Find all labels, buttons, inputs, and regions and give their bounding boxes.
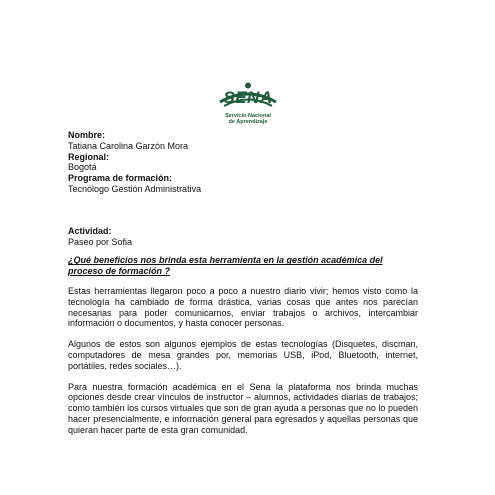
field-label-programa: Programa de formación: (68, 173, 173, 184)
logo-name: SENA (223, 88, 273, 107)
activity-value: Paseo por Sofia (68, 236, 133, 247)
document-body (68, 130, 418, 446)
logo-subtitle-line1: Servicio Nacional (225, 113, 271, 119)
logo-subtitle-line2: de Aprendizaje (228, 119, 268, 125)
field-value-nombre: Tatiana Carolina Garzón Mora (68, 140, 189, 151)
paragraph-1: Estas herramientas llegaron poco a poco a nuestro diario vivir; hemos visto como la tecnología ha cambiado de forma drástica, varias cosas que antes nos parecían necesarias para poder comunicarnos, enviar trabajos o archivos, intercambiar información o documentos, y hasta conocer personas. (68, 285, 418, 329)
field-label-regional: Regional: (68, 151, 110, 162)
field-value-programa: Tecnólogo Gestión Administrativa (68, 183, 202, 194)
question-heading: ¿Qué beneficios nos brinda esta herramienta en la gestión académica del proceso de formación ? (68, 255, 383, 277)
paragraph-2: Algunos de estos son algunos ejemplos de estas tecnologías (Disquetes, discman, computadores de mesa grandes por, memorias USB, iPod, Bluetooth, internet, portátiles, redes sociales…). (68, 339, 418, 371)
paragraph-3: Para nuestra formación académica en el Sena la plataforma nos brinda muchas opciones desde crear vínculos de instructor – alumnos, actividades diarias de trabajos; como también los cursos virtuales que son de gran ayuda a personas que no lo pueden hacer presencialmente, e información general para egresados y aquellas personas que quieran hacer parte de esta gran comunidad. (68, 381, 418, 435)
field-value-regional: Bogotá (68, 162, 97, 173)
activity-label: Actividad: (68, 225, 112, 236)
field-label-nombre: Nombre: (68, 130, 106, 140)
